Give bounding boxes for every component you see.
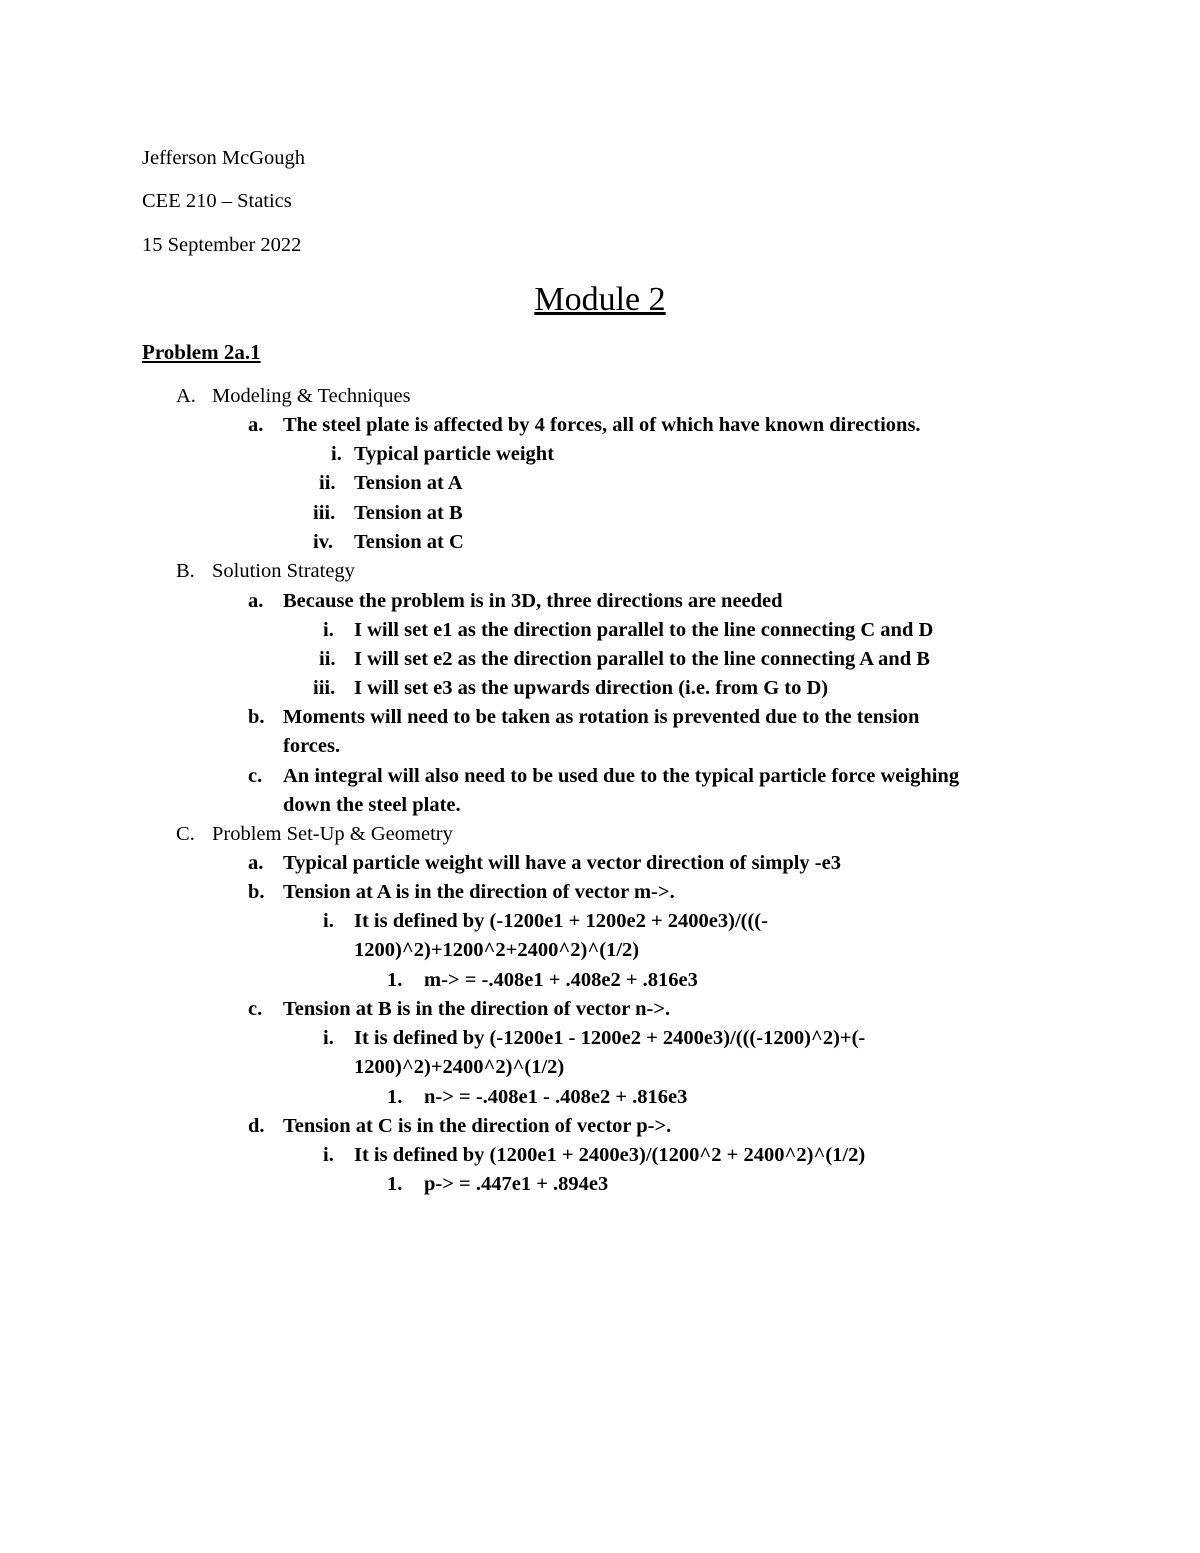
outline-marker: a. bbox=[248, 590, 264, 612]
outline-item: Typical particle weight will have a vector direction of simply -e3 bbox=[283, 852, 841, 874]
outline-marker: i. bbox=[323, 1027, 334, 1049]
outline-item: The steel plate is affected by 4 forces, all of which have known directions. bbox=[283, 414, 921, 436]
outline-item: Moments will need to be taken as rotation is prevented due to the tension bbox=[283, 706, 920, 728]
outline-marker: b. bbox=[248, 706, 265, 728]
outline-item: Tension at A is in the direction of vector m->. bbox=[283, 881, 675, 903]
outline-item-continued: 1200)^2)+1200^2+2400^2)^(1/2) bbox=[354, 939, 640, 961]
outline-marker: b. bbox=[248, 881, 265, 903]
outline-item: p-> = .447e1 + .894e3 bbox=[424, 1173, 609, 1195]
outline-item: Typical particle weight bbox=[354, 443, 555, 465]
outline-marker: 1. bbox=[387, 969, 403, 991]
outline-item-continued: 1200)^2)+2400^2)^(1/2) bbox=[354, 1056, 565, 1078]
outline-marker: C. bbox=[176, 823, 195, 845]
outline-item: It is defined by (-1200e1 + 1200e2 + 2400e3)/(((- bbox=[354, 910, 768, 932]
outline-item: Tension at A bbox=[354, 472, 463, 494]
outline-marker: ii. bbox=[319, 472, 336, 494]
outline-marker: 1. bbox=[387, 1086, 403, 1108]
outline-marker: i. bbox=[323, 910, 334, 932]
outline-item: Because the problem is in 3D, three directions are needed bbox=[283, 590, 783, 612]
outline-marker: c. bbox=[248, 765, 263, 787]
outline-item: I will set e3 as the upwards direction (i.e. from G to D) bbox=[354, 677, 829, 699]
outline-item: Problem Set-Up & Geometry bbox=[212, 823, 453, 845]
course-name: CEE 210 – Statics bbox=[142, 190, 292, 212]
outline-marker: ii. bbox=[319, 648, 336, 670]
outline-marker: iii. bbox=[313, 502, 336, 524]
outline-item: n-> = -.408e1 - .408e2 + .816e3 bbox=[424, 1086, 688, 1108]
outline-marker: i. bbox=[323, 619, 334, 641]
outline-item-continued: down the steel plate. bbox=[283, 794, 461, 816]
outline-marker: 1. bbox=[387, 1173, 403, 1195]
page-title: Module 2 bbox=[534, 281, 666, 318]
outline-marker: a. bbox=[248, 414, 264, 436]
outline-marker: iii. bbox=[313, 677, 336, 699]
outline-marker: a. bbox=[248, 852, 264, 874]
outline-marker: A. bbox=[176, 385, 196, 407]
outline-marker: d. bbox=[248, 1115, 265, 1137]
outline-item-continued: forces. bbox=[283, 735, 341, 757]
outline-item: Tension at C is in the direction of vector p->. bbox=[283, 1115, 672, 1137]
outline-marker: iv. bbox=[313, 531, 333, 553]
outline-item: It is defined by (-1200e1 - 1200e2 + 2400e3)/(((-1200)^2)+(- bbox=[354, 1027, 866, 1049]
outline-item: m-> = -.408e1 + .408e2 + .816e3 bbox=[424, 969, 698, 991]
outline-marker: B. bbox=[176, 560, 195, 582]
outline-item: Tension at C bbox=[354, 531, 464, 553]
author-name: Jefferson McGough bbox=[142, 147, 306, 169]
outline-item: Modeling & Techniques bbox=[212, 385, 411, 407]
outline-item: An integral will also need to be used due to the typical particle force weighing bbox=[283, 765, 960, 787]
outline-item: Tension at B bbox=[354, 502, 463, 524]
outline-marker: i. bbox=[331, 443, 342, 465]
outline-item: I will set e2 as the direction parallel to the line connecting A and B bbox=[354, 648, 930, 670]
outline-item: It is defined by (1200e1 + 2400e3)/(1200^2 + 2400^2)^(1/2) bbox=[354, 1144, 866, 1166]
document-date: 15 September 2022 bbox=[142, 234, 302, 256]
outline-item: I will set e1 as the direction parallel to the line connecting C and D bbox=[354, 619, 934, 641]
outline-marker: i. bbox=[323, 1144, 334, 1166]
outline-item: Tension at B is in the direction of vector n->. bbox=[283, 998, 671, 1020]
problem-heading: Problem 2a.1 bbox=[142, 340, 261, 364]
outline-item: Solution Strategy bbox=[212, 560, 355, 582]
outline-marker: c. bbox=[248, 998, 263, 1020]
